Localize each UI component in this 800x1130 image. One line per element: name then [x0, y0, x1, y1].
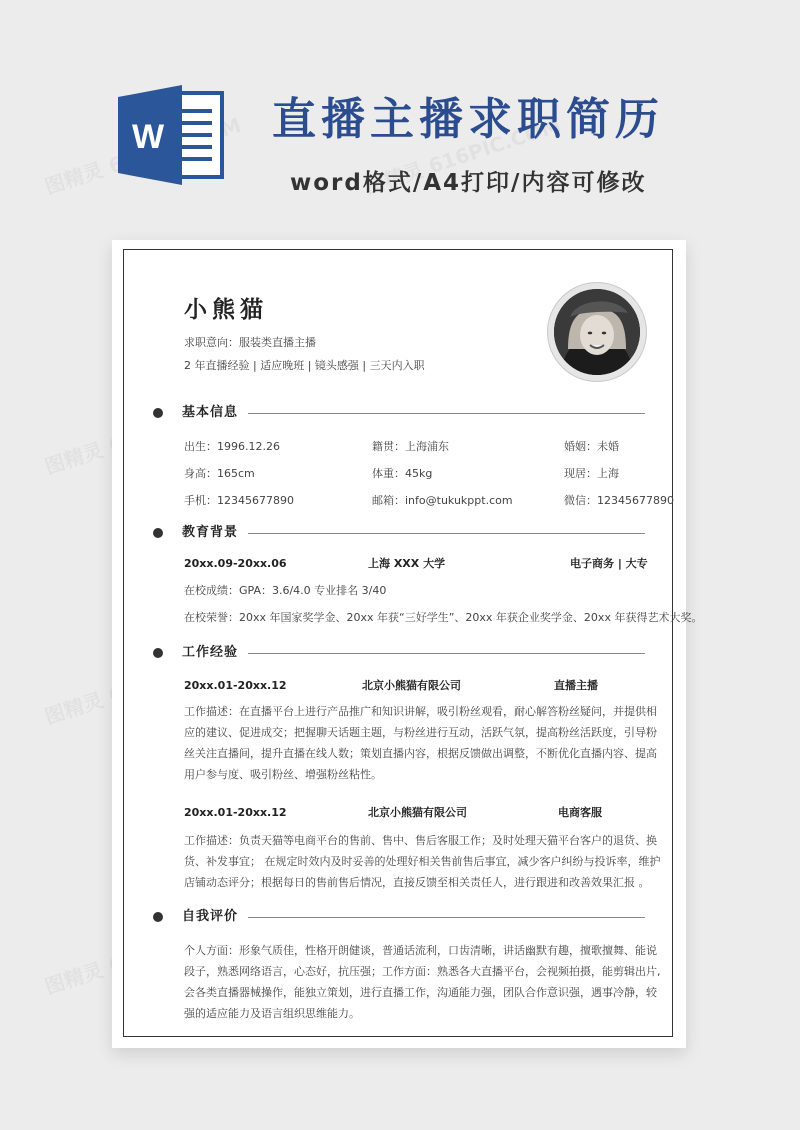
page-title: 直播主播求职简历 [272, 94, 664, 145]
section-divider [248, 917, 645, 918]
edu-major: 电子商务 | 大专 [570, 557, 648, 570]
job-description: 工作描述：负责天猫等电商平台的售前、售中、售后客服工作；及时处理天猫平台客户的退货、换货、补发事宜； 在规定时效内及时妥善的处理好相关售前售后事宜，减少客户纠纷与投诉率，维护店铺动态评分；根据每日的售前售后情况，直接反馈至相关责任人，进行跟进和改善效果汇报 。 [184, 834, 661, 889]
info-residence: 现居：上海 [564, 467, 619, 480]
section-divider [248, 653, 645, 654]
section-title: 工作经验 [182, 645, 239, 660]
info-native: 籍贯：上海浦东 [372, 440, 449, 453]
edu-grades: 在校成绩：GPA：3.6/4.0 专业排名 3/40 [184, 584, 387, 597]
info-phone: 手机：12345677890 [184, 494, 294, 507]
job-intention: 求职意向：服装类直播主播 [184, 336, 316, 349]
info-weight: 体重：45kg [372, 467, 433, 480]
job-role: 电商客服 [558, 806, 602, 819]
section-title: 教育背景 [182, 525, 239, 540]
job-description: 工作描述：在直播平台上进行产品推广和知识讲解，吸引粉丝观看，耐心解答粉丝疑问，并提供相应的建议、促进成交；把握聊天话题主题，与粉丝进行互动，活跃气氛，提高粉丝活跃度，引导粉丝关注直播间，提升直播在线人数；策划直播内容，根据反馈做出调整，不断优化直播内容、提高用户参与度、吸引粉丝、增强粉丝粘性。 [184, 705, 657, 781]
highlights: 2 年直播经验 | 适应晚班 | 镜头感强 | 三天内入职 [184, 359, 425, 372]
resume-page [112, 240, 703, 1048]
job-role: 直播主播 [554, 679, 598, 692]
resume-frame [123, 249, 703, 1037]
job-company: 北京小熊猫有限公司 [362, 679, 461, 692]
self-eval-text: 个人方面：形象气质佳，性格开朗健谈，普通话流利，口齿清晰，讲话幽默有趣，擅歌擅舞、能说段子，熟悉网络语言，心态好，抗压强；工作方面：熟悉各大直播平台，会视频拍摄，能剪辑出片,会各类直播器械操作，能独立策划，进行直播工作，沟通能力强，团队合作意识强，遇事冷静，较强的适应能力及语言组织思维能力。 [184, 944, 661, 1020]
info-wechat: 微信：12345677890 [564, 494, 674, 507]
edu-honors: 在校荣誉：20xx 年国家奖学金、20xx 年获“三好学生”、20xx 年获企业奖学金、20xx 年获得艺术大奖。 [184, 611, 703, 624]
page-subtitle: word格式/A4打印/内容可修改 [290, 170, 647, 196]
info-birth: 出生：1996.12.26 [184, 440, 280, 453]
section-title: 自我评价 [182, 909, 239, 924]
job-period: 20xx.01-20xx.12 [184, 806, 287, 819]
section-bullet-icon [153, 648, 163, 658]
section-title: 基本信息 [182, 405, 239, 420]
job-company: 北京小熊猫有限公司 [368, 806, 467, 819]
job-period: 20xx.01-20xx.12 [184, 679, 287, 692]
section-work [153, 644, 672, 662]
section-self-eval [153, 908, 672, 926]
candidate-name: 小熊猫 [184, 297, 268, 323]
edu-period: 20xx.09-20xx.06 [184, 557, 287, 570]
word-logo-letter: W [131, 118, 165, 156]
portrait-image [554, 289, 640, 375]
info-marital: 婚姻：未婚 [564, 440, 619, 453]
word-doc-icon [118, 85, 228, 185]
info-height: 身高：165cm [184, 467, 255, 480]
info-email: 邮箱：info@tukukppt.com [372, 494, 513, 507]
section-divider [248, 413, 645, 414]
section-education [153, 524, 672, 542]
section-basic-info [153, 404, 672, 422]
edu-school: 上海 XXX 大学 [368, 557, 446, 570]
avatar [547, 282, 647, 382]
section-divider [248, 533, 645, 534]
section-bullet-icon [153, 408, 163, 418]
section-bullet-icon [153, 528, 163, 538]
section-bullet-icon [153, 912, 163, 922]
